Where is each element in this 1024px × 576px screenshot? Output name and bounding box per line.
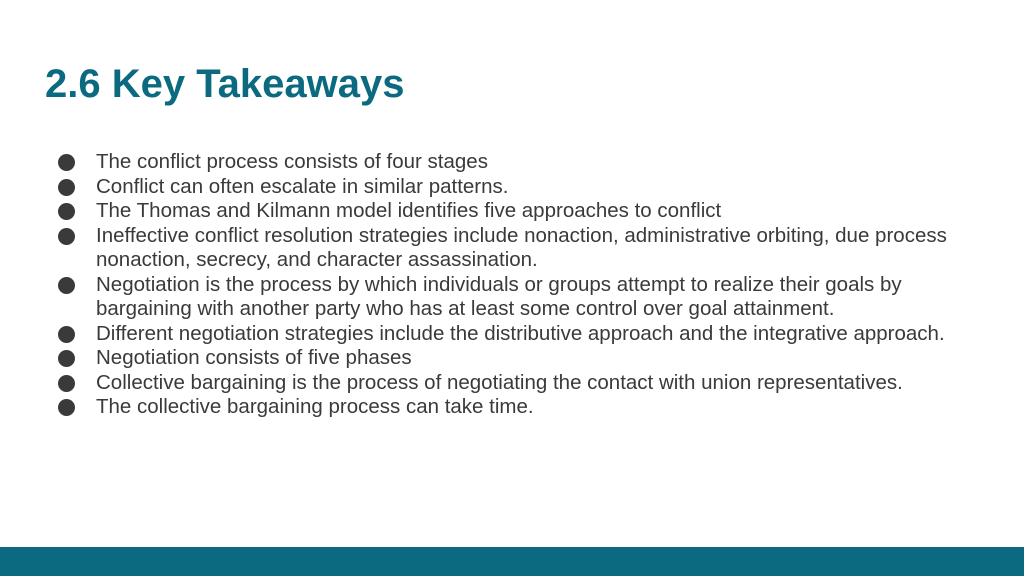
bullet-text: Ineffective conflict resolution strategies include nonaction, administrative orbiting, due process nonaction, secrecy, and character assassination. [96, 223, 947, 271]
bullet-dot-icon [58, 399, 75, 416]
bullet-text: Negotiation consists of five phases [96, 346, 412, 369]
list-item [58, 175, 958, 200]
footer-bar [0, 547, 1024, 576]
bullet-dot-icon [58, 203, 75, 220]
bullet-text: The conflict process consists of four stages [96, 150, 488, 173]
bullet-dot-icon [58, 375, 75, 392]
list-item [58, 273, 958, 322]
bullet-text: Conflict can often escalate in similar patterns. [96, 174, 509, 198]
bullet-dot-icon [58, 277, 75, 294]
bullet-text: Collective bargaining is the process of negotiating the contact with union representatives. [96, 370, 903, 394]
bullet-text: Negotiation is the process by which individuals or groups attempt to realize their goals by bargaining with another party who has at least some control over goal attainment. [96, 272, 902, 320]
bullet-dot-icon [58, 350, 75, 367]
bullet-dot-icon [58, 326, 75, 343]
takeaways-list [58, 150, 958, 420]
list-item [58, 346, 958, 371]
bullet-text: The Thomas and Kilmann model identifies five approaches to conflict [96, 199, 722, 222]
bullet-dot-icon [58, 228, 75, 245]
slide-title: 2.6 Key Takeaways [45, 62, 405, 106]
list-item [58, 224, 958, 273]
list-item [58, 199, 958, 224]
bullet-text: The collective bargaining process can take time. [96, 395, 534, 418]
bullet-dot-icon [58, 154, 75, 171]
list-item [58, 371, 958, 396]
list-item [58, 150, 958, 175]
bullet-dot-icon [58, 179, 75, 196]
list-item [58, 395, 958, 420]
bullet-text: Different negotiation strategies include the distributive approach and the integrative approach. [96, 321, 945, 345]
list-item [58, 322, 958, 347]
